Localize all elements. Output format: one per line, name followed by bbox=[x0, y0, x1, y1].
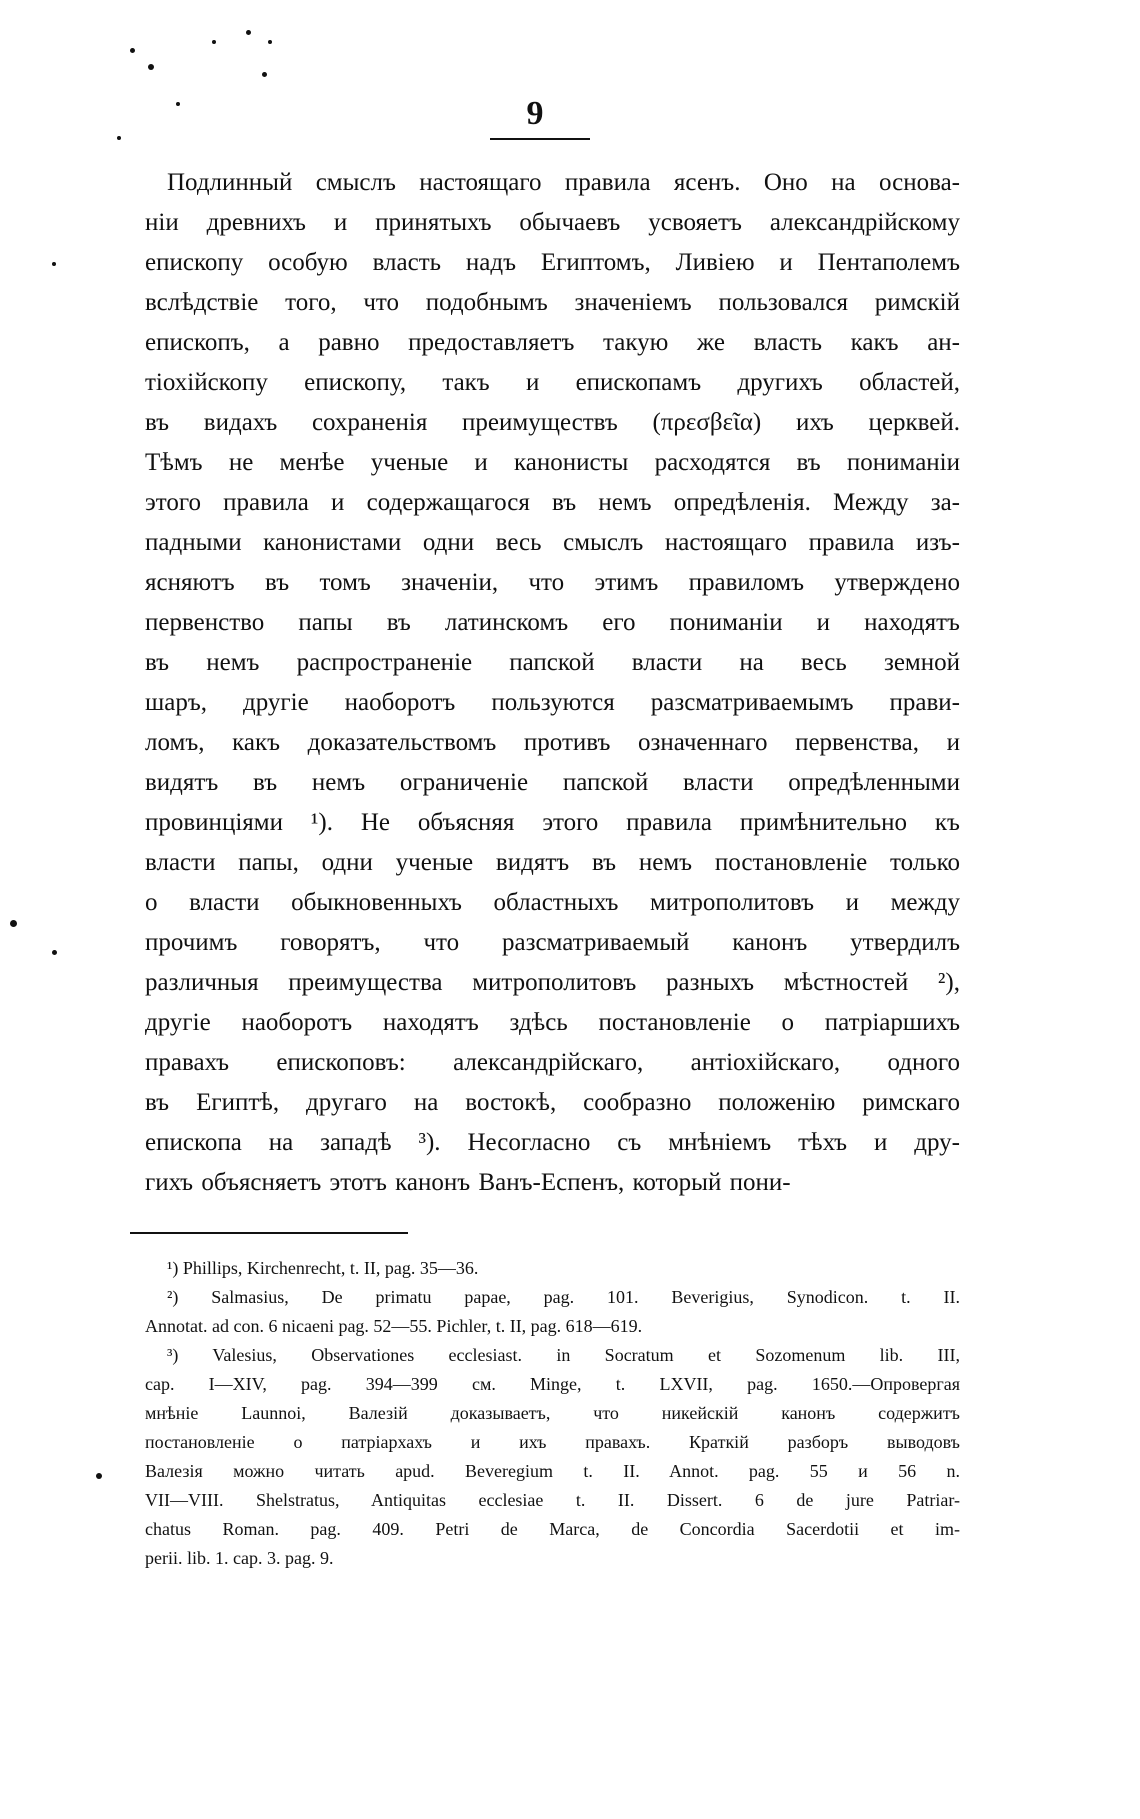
body-line: видятъ въ немъ ограниченіе папской власти опредѣленными bbox=[145, 769, 960, 796]
footnote-line: Валезія можно читать apud. Beveregium t. II. Annot. pag. 55 и 56 n. bbox=[145, 1461, 960, 1481]
body-line: ломъ, какъ доказательствомъ противъ означеннаго первенства, и bbox=[145, 729, 960, 756]
body-text bbox=[145, 163, 960, 1203]
body-line: различныя преимущества митрополитовъ разныхъ мѣстностей ²), bbox=[145, 969, 960, 996]
footnote-line: cap. I—XIV, pag. 394—399 cм. Minge, t. LXVII, pag. 1650.—Опровергая bbox=[145, 1374, 960, 1394]
body-line: въ немъ распространеніе папской власти на весь земной bbox=[145, 649, 960, 676]
footnote-line: chatus Roman. pag. 409. Petri de Marca, de Concordia Sacerdotii et im- bbox=[145, 1519, 960, 1539]
footnote-rule bbox=[130, 1232, 408, 1234]
body-line: другіе наоборотъ находятъ здѣсь постановленіе о патріаршихъ bbox=[145, 1009, 960, 1036]
ink-speck bbox=[246, 30, 251, 35]
footnote-line: VII—VIII. Shelstratus, Antiquitas ecclesiae t. II. Dissert. 6 de jure Patriar- bbox=[145, 1490, 960, 1510]
footnote-line: постановленіе о патріархахъ и ихъ правахъ. Краткій разборъ выводовъ bbox=[145, 1432, 960, 1452]
ink-speck bbox=[117, 136, 121, 140]
ink-speck bbox=[130, 48, 135, 53]
body-line: Тѣмъ не менѣе ученые и канонисты расходятся въ пониманіи bbox=[145, 449, 960, 476]
body-line: гихъ объясняетъ этотъ канонъ Ванъ-Еспенъ, который пони- bbox=[145, 1169, 791, 1196]
body-line: епископу особую власть надъ Египтомъ, Ливіею и Пентаполемъ bbox=[145, 249, 960, 276]
footnote-line: Annotat. ad con. 6 nicaeni pag. 52—55. Pichler, t. II, pag. 618—619. bbox=[145, 1316, 643, 1336]
footnotes bbox=[145, 1254, 960, 1573]
page-number-rule bbox=[490, 138, 590, 140]
body-line: шаръ, другіе наоборотъ пользуются разсматриваемымъ прави- bbox=[145, 689, 960, 716]
body-line: ясняютъ въ томъ значеніи, что этимъ правиломъ утверждено bbox=[145, 569, 960, 596]
footnote-line: ²) Salmasius, De primatu papae, pag. 101. Beverigius, Synodicon. t. II. bbox=[167, 1287, 960, 1307]
body-line: ніи древнихъ и принятыхъ обычаевъ усвояетъ александрійскому bbox=[145, 209, 960, 236]
ink-speck bbox=[148, 64, 154, 70]
body-line: вслѣдствіе того, что подобнымъ значеніемъ пользовался римскій bbox=[145, 289, 960, 316]
body-line: провинціями ¹). Не объясняя этого правила примѣнительно къ bbox=[145, 809, 960, 836]
ink-speck bbox=[52, 262, 56, 266]
ink-speck bbox=[176, 102, 180, 106]
body-line: въ видахъ сохраненія преимуществъ (πρεσβεῖα) ихъ церквей. bbox=[145, 409, 960, 436]
body-line: правахъ епископовъ: александрійскаго, антіохійскаго, одного bbox=[145, 1049, 960, 1076]
body-line: о власти обыкновенныхъ областныхъ митрополитовъ и между bbox=[145, 889, 960, 916]
body-line: епископъ, а равно предоставляетъ такую же власть какъ ан- bbox=[145, 329, 960, 356]
body-line: епископа на западѣ ³). Несогласно съ мнѣніемъ тѣхъ и дру- bbox=[145, 1129, 960, 1156]
ink-speck bbox=[96, 1473, 102, 1479]
ink-speck bbox=[262, 72, 267, 77]
footnote-line: мнѣніе Launnoi, Валезій доказываетъ, что никейскій канонъ содержитъ bbox=[145, 1403, 960, 1423]
ink-speck bbox=[52, 950, 57, 955]
body-line: первенство папы въ латинскомъ его пониманіи и находятъ bbox=[145, 609, 960, 636]
ink-speck bbox=[212, 40, 216, 44]
body-line: этого правила и содержащагося въ немъ опредѣленія. Между за- bbox=[145, 489, 960, 516]
body-line: прочимъ говорятъ, что разсматриваемый канонъ утвердилъ bbox=[145, 929, 960, 956]
body-line: падными канонистами одни весь смыслъ настоящаго правила изъ- bbox=[145, 529, 960, 556]
footnote-line: perii. lib. 1. cap. 3. pag. 9. bbox=[145, 1548, 334, 1568]
footnote-line: ³) Valesius, Observationes ecclesiast. in Socratum et Sozomenum lib. III, bbox=[167, 1345, 960, 1365]
body-line: власти папы, одни ученые видятъ въ немъ постановленіе только bbox=[145, 849, 960, 876]
page-number: 9 bbox=[526, 95, 544, 132]
footnote-line: ¹) Phillips, Kirchenrecht, t. II, pag. 35—36. bbox=[167, 1258, 479, 1278]
body-line: Подлинный смыслъ настоящаго правила ясенъ. Оно на основа- bbox=[167, 169, 960, 196]
ink-speck bbox=[268, 40, 272, 44]
body-line: въ Египтѣ, другаго на востокѣ, сообразно положенію римскаго bbox=[145, 1089, 960, 1116]
ink-speck bbox=[10, 920, 17, 927]
body-line: тіохійскопу епископу, такъ и епископамъ другихъ областей, bbox=[145, 369, 960, 396]
